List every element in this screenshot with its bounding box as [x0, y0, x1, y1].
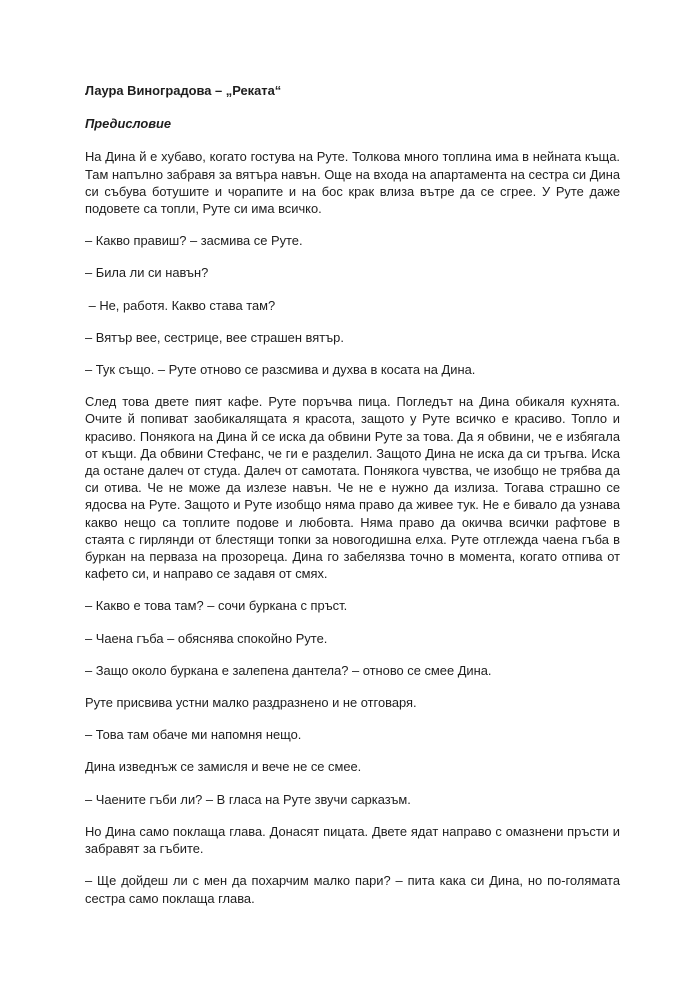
narration-line: Руте присвива устни малко раздразнено и не отговаря. — [85, 695, 417, 711]
document-title: Лаура Виноградова – „Реката“ — [85, 83, 282, 98]
dialogue-line: – Защо около буркана е залепена дантела? – отново се смее Дина. — [85, 662, 492, 678]
paragraph-kitchen: След това двете пият кафе. Руте поръчва пица. Погледът на Дина обикаля кухнята. Очите й попиват заобикалящата я красота, защото у Руте всичко е красиво. Топло и красиво. Понякога на Дина й се иска да обвини Руте за това. Да я обвини, че е избягала от къщи. Да обвини Стефанс, че ги е разделил. Защото Дина не иска да си тръгва. Иска да остане далеч от студа. Далеч от самотата. Понякога чувства, че изобщо не трябва да си отива. Че не може да излезе навън. Че не е нужно да излиза. Тогава страшно се ядосва на Руте. Защото и Руте изобщо няма право да живее тук. Не е бивало да узнава какво нещо са топлите подове и любовта. Няма право да окичва всички рафтове в стаята с гирлянди от блестящи топки за новогодишна елха. Руте отглежда чаена гъба в буркан на перваза на прозореца. Дина го забелязва точно в момента, когато отпива от кафето си, и направо се задавя от смях. — [85, 394, 620, 582]
paragraph-pizza: Но Дина само поклаща глава. Донасят пицата. Двете ядат направо с омазнени пръсти и забравят за гъбите. — [85, 823, 620, 857]
dialogue-line: – Какво е това там? – сочи буркана с пръст. — [85, 598, 348, 614]
paragraph-intro: На Дина й е хубаво, когато гостува на Руте. Толкова много топлина има в нейната къща. Там напълно забравя за вятъра навън. Още на входа на апартамента на сестра си Дина си събува ботушите и чорапите и на бос крак влиза вътре да се сгрее. У Руте даже подовете са топли, Руте си има всичко. — [85, 149, 620, 217]
dialogue-line: – Това там обаче ми напомня нещо. — [85, 727, 302, 743]
dialogue-line: – Тук също. – Руте отново се разсмива и духва в косата на Дина. — [85, 362, 476, 378]
dialogue-line: – Какво правиш? – засмива се Руте. — [85, 233, 303, 249]
dialogue-line: – Вятър вее, сестрице, вее страшен вятър. — [85, 329, 344, 345]
narration-line: Дина изведнъж се замисля и вече не се смее. — [85, 759, 362, 775]
document-body — [85, 82, 620, 907]
dialogue-line: – Била ли си навън? — [85, 265, 209, 281]
dialogue-line: – Чаена гъба – обяснява спокойно Руте. — [85, 630, 328, 646]
dialogue-line: – Ще дойдеш ли с мен да похарчим малко пари? – пита кака си Дина, но по-голямата сестра само поклаща глава. — [85, 873, 620, 906]
dialogue-line: – Не, работя. Какво става там? — [85, 297, 276, 313]
dialogue-line: – Чаените гъби ли? – В гласа на Руте звучи сарказъм. — [85, 791, 411, 807]
section-heading: Предисловие — [85, 116, 172, 132]
